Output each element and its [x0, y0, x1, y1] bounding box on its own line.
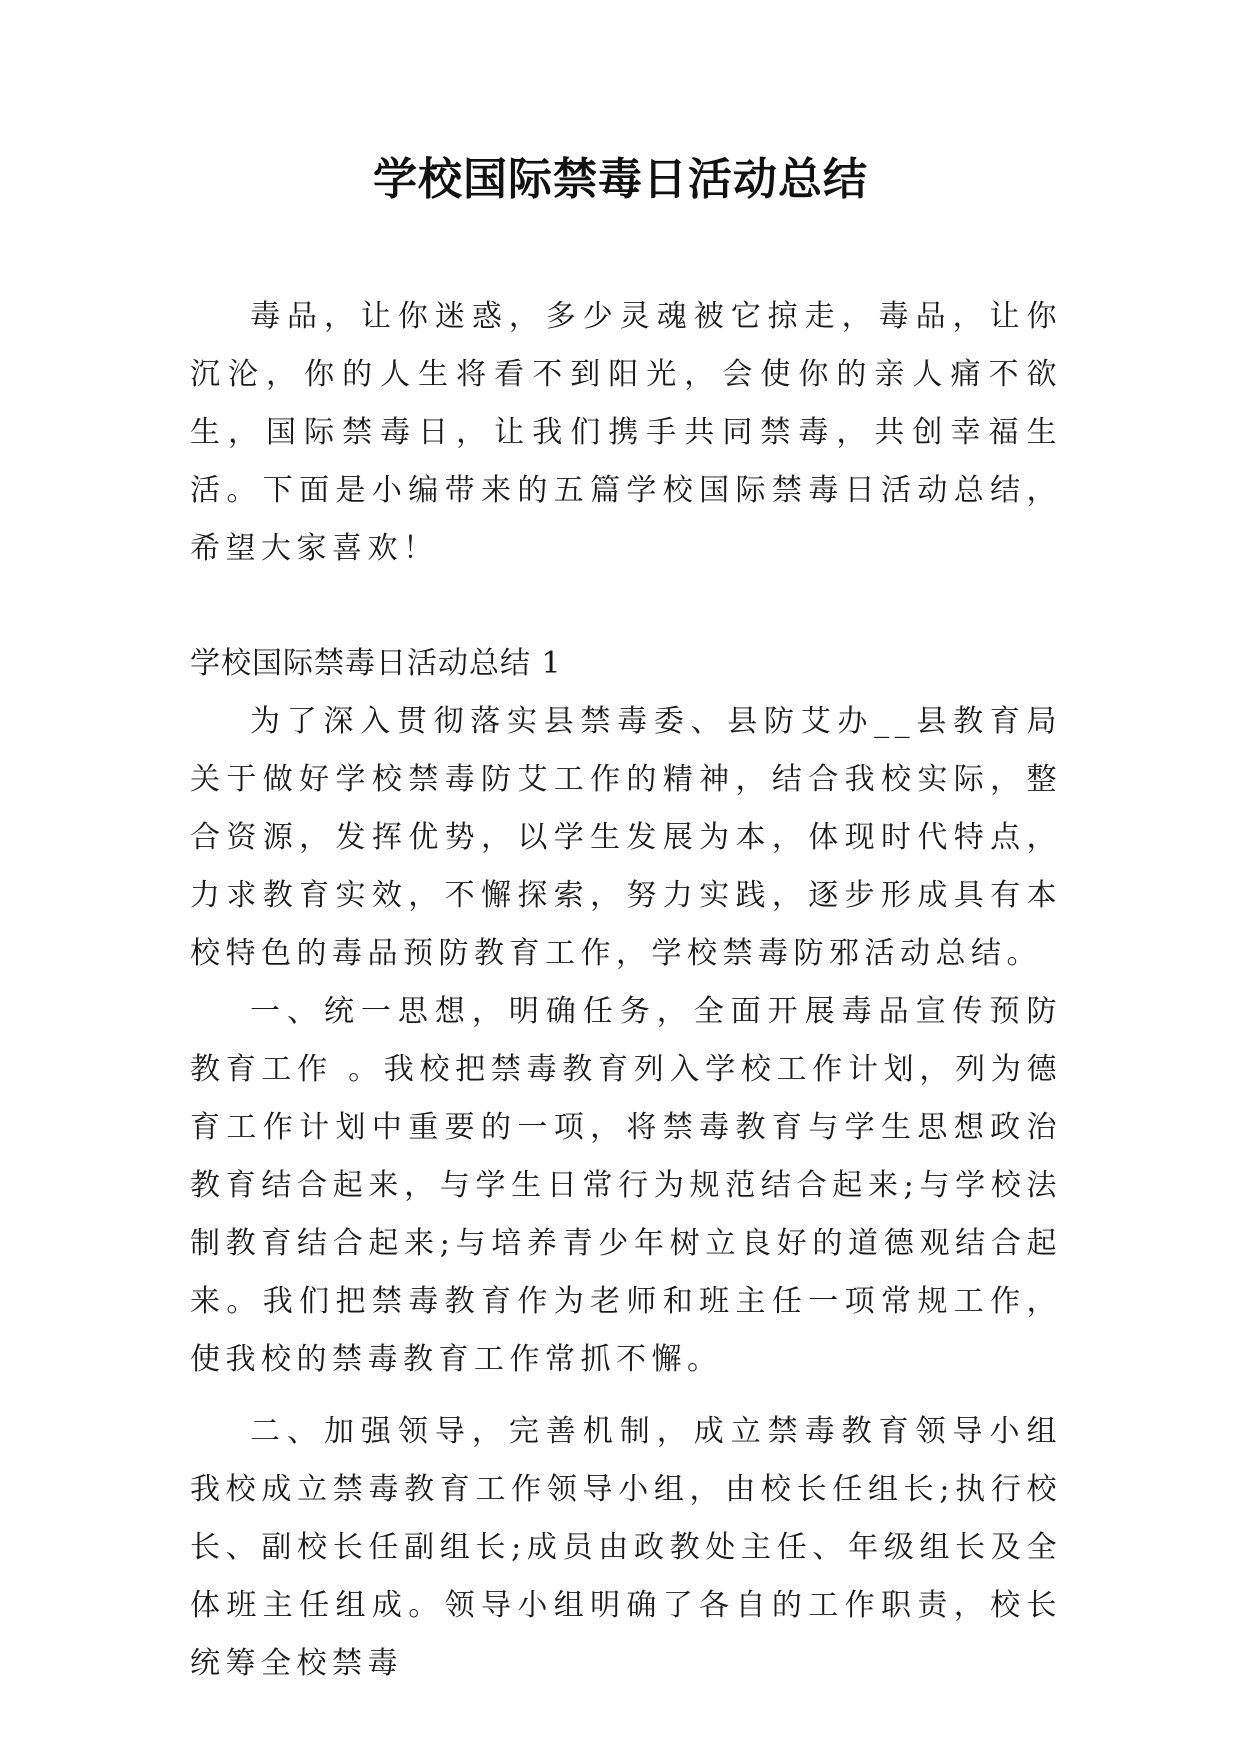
document-title: 学校国际禁毒日活动总结: [373, 154, 868, 205]
body-paragraph-3: 二、加强领导，完善机制，成立禁毒教育领导小组我校成立禁毒教育工作领导小组，由校长任组长;执行校长、副校长任副组长;成员由政教处主任、年级组长及全体班主任组成。领导小组明确了各自的工作职责，校长统筹全校禁毒: [190, 1414, 1062, 1681]
intro-paragraph: 毒品，让你迷惑，多少灵魂被它掠走，毒品，让你沉沦，你的人生将看不到阳光，会使你的亲人痛不欲生，国际禁毒日，让我们携手共同禁毒，共创幸福生活。下面是小编带来的五篇学校国际禁毒日活动总结，希望大家喜欢！: [190, 299, 1062, 566]
section-heading: 学校国际禁毒日活动总结 1: [190, 646, 562, 681]
body-paragraph-2: 一、统一思想，明确任务，全面开展毒品宣传预防教育工作 。我校把禁毒教育列入学校工作计划，列为德育工作计划中重要的一项，将禁毒教育与学生思想政治教育结合起来，与学生日常行为规范结合起来;与学校法制教育结合起来;与培养青少年树立良好的道德观结合起来。我们把禁毒教育作为老师和班主任一项常规工作，使我校的禁毒教育工作常抓不懈。: [190, 994, 1062, 1377]
document-body: [190, 288, 1062, 1693]
body-paragraph-1: 为了深入贯彻落实县禁毒委、县防艾办__县教育局关于做好学校禁毒防艾工作的精神，结合我校实际，整合资源，发挥优势，以学生发展为本，体现时代特点，力求教育实效，不懈探索，努力实践，逐步形成具有本校特色的毒品预防教育工作，学校禁毒防邪活动总结。: [190, 704, 1062, 971]
